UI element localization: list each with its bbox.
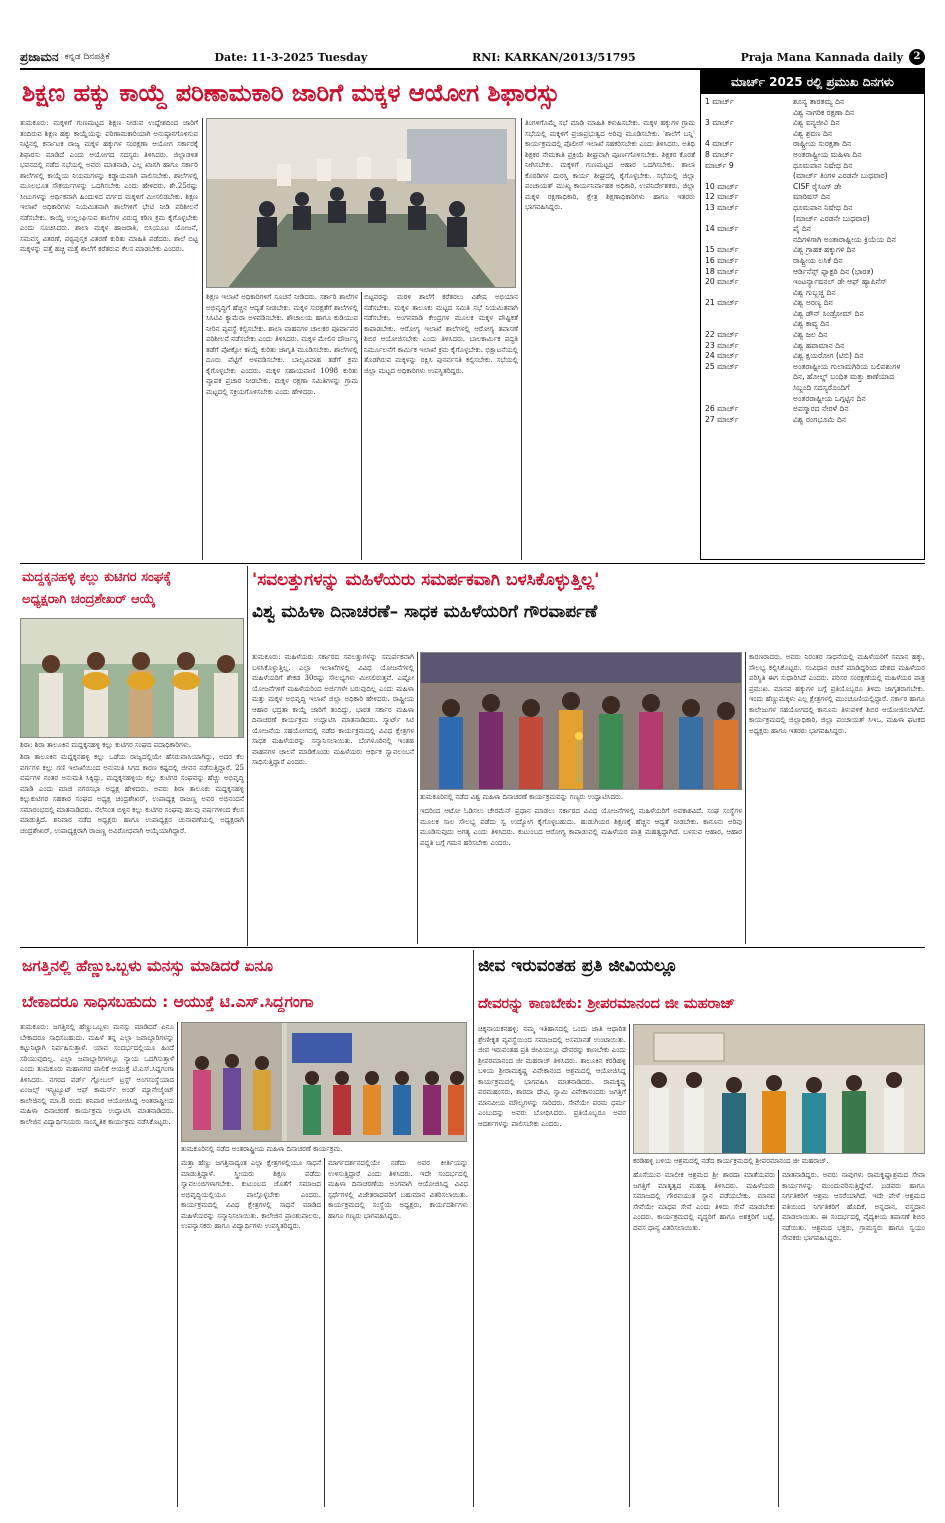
event-date: 4 ಮಾರ್ಚ್ xyxy=(705,139,734,149)
events-list xyxy=(701,94,924,428)
story2-caption: ಶಿರಾ: ಶಿರಾ ತಾಲೂಕಿನ ಮದ್ದಕ್ಕನಹಳ್ಳಿ ಕಲ್ಲು ಕುಟಿಗರ ಸಂಘದ ಪದಾಧಿಕಾರಿಗಳು. xyxy=(20,741,192,749)
story1-column-3: ಬಿಟ್ಟವರನ್ನು ಮರಳಿ ಶಾಲೆಗೆ ಕರೆತರಲು ವಿಶೇಷ ಅಭಿಯಾನ ನಡೆಸಬೇಕು. ಮಕ್ಕಳ ತಾಲೂಕು ಮಟ್ಟದ ಸಮಿತಿ ಸಭೆ ನಿಯಮಿತವಾಗಿ ನಡೆಸಬೇಕು. ಅಂಗನವಾಡಿ ಕೇಂದ್ರಗಳ ಮೂಲಕ ಮಕ್ಕಳ ಪೌಷ್ಟಿಕತೆ ಕಾಪಾಡಬೇಕು. ಆರೋಗ್ಯ ಇಲಾಖೆ ಶಾಲೆಗಳಲ್ಲಿ ಆರೋಗ್ಯ ತಪಾಸಣೆ ಶಿಬಿರ ಆಯೋಜಿಸಬೇಕು ಎಂದು ತಿಳಿಸಿದರು. ಬಾಲಕಾರ್ಮಿಕ ಪದ್ಧತಿ ನಿರ್ಮೂಲನೆಗೆ ಕಾರ್ಮಿಕ ಇಲಾಖೆ ಕ್ರಮ ಕೈಗೊಳ್ಳಬೇಕು. ಭಿಕ್ಷಾಟನೆಯಲ್ಲಿ ತೊಡಗಿರುವ ಮಕ್ಕಳನ್ನು ರಕ್ಷಿಸಿ ಪುನರ್ವಸತಿ ಕಲ್ಪಿಸಬೇಕು. ಸಭೆಯಲ್ಲಿ ಜಿಲ್ಲಾ ಮಟ್ಟದ ಅಧಿಕಾರಿಗಳು ಉಪಸ್ಥಿತರಿದ್ದರು. xyxy=(364,293,518,375)
event-name: ವಿಶ್ವ ವನ್ಯಜೀವಿ ದಿನ xyxy=(793,118,840,128)
event-name: ವಿಶ್ವ ಹವಾಮಾನ ದಿನ xyxy=(793,340,845,350)
event-date: 13 ಮಾರ್ಚ್ xyxy=(705,202,739,212)
event-name: ಧೂಮಪಾನ ನಿಷೇಧ ದಿನ xyxy=(793,160,853,170)
column-divider xyxy=(473,950,474,1507)
logo-subtext: ಕನ್ನಡ ದಿನಪತ್ರಿಕೆ xyxy=(64,52,110,62)
event-row xyxy=(705,171,920,182)
story4-column-1: ತುಮಕೂರು: ಜಗತ್ತಿನಲ್ಲಿ ಹೆಣ್ಣುಒಬ್ಬಳು ಮನಸ್ಸು ಮಾಡಿದರೆ ಏನೂ ಬೇಕಾದರೂ ಸಾಧಿಸಬಹುದು. ಮಹಿಳೆ ತನ್ನ ಎಲ್ಲಾ ಜವಾಬ್ದಾರಿಗಳನ್ನು ಕಟ್ಟುನಿಟ್ಟಾಗಿ ನಿರ್ವಹಿಸುತ್ತಾಳೆ. ಯಾವ ಸಂದರ್ಭದಲ್ಲಿಯೂ ಹಿಂದೆ ಸರಿಯುವುದಿಲ್ಲ. ಎಲ್ಲಾ ಜವಾಬ್ದಾರಿಗಳಲ್ಲೂ ನ್ಯಾಯ ಒದಗಿಸುತ್ತಾಳೆ ಎಂದು ತುಮಕೂರು ಮಹಾನಗರ ಪಾಲಿಕೆ ಆಯುಕ್ತೆ ಟಿ.ಎಸ್.ಸಿದ್ದಗಂಗಾ ತಿಳಿಸಿದರು. ನಗರದ ವರ್ಡ್ ಗ್ಲೋಬಲ್ ಟ್ರಸ್ಟ್ ಅಂಗಸಂಸ್ಥೆಯಾದ ಏಂಜಲ್ಸ್ ಇನ್ಸ್ಟಿಟ್ಯೂಟ್ ಆಫ್ ಕಾಮರ್ಸ್ ಅಂಡ್ ಮ್ಯಾನೇಜ್ಮೆಂಟ್ ಕಾಲೇಜಿನಲ್ಲಿ ಮಾ.8 ರಂದು ಶನಿವಾರ ಆಯೋಜಿಸಿದ್ದ ಅಂತರಾಷ್ಟ್ರೀಯ ಮಹಿಳಾ ದಿನಾಚರಣೆ ಕಾರ್ಯಕ್ರಮ ಉದ್ಘಾಟಿಸಿ ಮಾತನಾಡಿದರು. ಕಾಲೇಜಿನ ವಿದ್ಯಾರ್ಥಿನಿಯರು ಸಾಂಸ್ಕೃತಿಕ ಕಾರ್ಯಕ್ರಮ ನಡೆಸಿಕೊಟ್ಟರು. xyxy=(20,1023,174,1126)
event-name: ರಾಷ್ಟ್ರೀಯ ಸುರಕ್ಷತಾ ದಿನ xyxy=(793,139,852,149)
event-date xyxy=(705,319,793,330)
event-name: ನದಿಗಳಿಗಾಗಿ ಅಂತಾರಾಷ್ಟ್ರೀಯ ಕ್ರಿಯೆಯ ದಿನ xyxy=(793,234,896,244)
march-events-box xyxy=(700,70,925,560)
story3-subheadline: ವಿಶ್ವ ಮಹಿಳಾ ದಿನಾಚರಣೆ– ಸಾಧಕ ಮಹಿಳೆಯರಿಗೆ ಗೌರವಾರ್ಪಣೆ xyxy=(252,602,598,622)
story5-headline-line1: ಜೀವ ಇರುವಂತಹ ಪ್ರತಿ ಜೀವಿಯಲ್ಲೂ xyxy=(478,956,678,976)
event-row xyxy=(705,330,920,341)
issue-date: Date: 11-3-2025 Tuesday xyxy=(214,50,368,64)
story4-headline-line2: ಬೇಕಾದರೂ ಸಾಧಿಸಬಹುದು : ಆಯುಕ್ತೆ ಟಿ.ಎಸ್.ಸಿದ್ದಗಂಗಾ xyxy=(22,993,314,1011)
event-date xyxy=(705,383,793,394)
event-name: ಇಂಟರ್ನ್ಯಾಷನಲ್ ಡೇ ಆಫ್ ಹ್ಯಾಪಿನೆಸ್ xyxy=(793,277,887,287)
event-row xyxy=(705,224,920,235)
story1-photo-meeting xyxy=(206,118,516,288)
event-name: ಮಾರಿಷಸ್ ದಿನ xyxy=(793,192,831,202)
story4-photo-group xyxy=(181,1022,467,1142)
column-divider xyxy=(417,652,418,944)
event-row xyxy=(705,256,920,267)
event-date: 20 ಮಾರ್ಚ್ xyxy=(705,277,739,287)
event-row xyxy=(705,235,920,246)
event-row xyxy=(705,415,920,426)
event-date: 15 ಮಾರ್ಚ್ xyxy=(705,245,739,255)
event-name: ವಿಶ್ವ ಗ್ರಾಹಕ ಹಕ್ಕುಗಳ ದಿನ xyxy=(793,245,856,255)
event-date xyxy=(705,108,793,119)
event-date xyxy=(705,129,793,140)
event-date: 16 ಮಾರ್ಚ್ xyxy=(705,255,739,265)
event-date xyxy=(705,171,793,182)
event-name: ವಿಶ್ವ ಅರಣ್ಯ ದಿನ xyxy=(793,298,833,308)
story3-column-2: ಇದರಿಂದ ಆಟೋ ಓಡಿಸಲು ಚೇರಮೆನ್ ಪ್ರಧಾನ ಮಾಡಲು ಸರ್ಕಾರದ ವಿವಿಧ ಯೋಜನೆಗಳಲ್ಲಿ ಮಹಿಳೆಯರಿಗೆ ಅವಕಾಶವಿದೆ. ಸಂಘ ಸಂಸ್ಥೆಗಳ ಮೂಲಕ ಸಾಲ ಸೌಲಭ್ಯ ಪಡೆದು ಸ್ವ ಉದ್ಯೋಗ ಕೈಗೊಳ್ಳಬಹುದು. ಹುಡುಗಿಯರ ಶಿಕ್ಷಣಕ್ಕೆ ಹೆಚ್ಚಿನ ಆದ್ಯತೆ ನೀಡಬೇಕು. ಕಾನೂನು ಅರಿವು ಮೂಡಿಸುವುದು ಅಗತ್ಯ ಎಂದು ತಿಳಿಸಿದರು. ಕುಟುಂಬದ ಆರೋಗ್ಯ ಕಾಪಾಡುವಲ್ಲಿ ಮಹಿಳೆಯರ ಪಾತ್ರ ಮಹತ್ವದ್ದಾಗಿದೆ. ಬಳಸುವ ಆಹಾರ, ಆಹಾರ ಪದ್ಧತಿ ಬಗ್ಗೆ ಗಮನ ಹರಿಸಬೇಕು ಎಂದರು. xyxy=(420,807,742,847)
event-name: ವಿಶ್ವ ರಂಗಭೂಮಿ ದಿನ xyxy=(793,414,847,424)
paper-name: Praja Mana Kannada daily xyxy=(740,50,903,64)
event-row xyxy=(705,203,920,214)
event-row xyxy=(705,97,920,108)
section-rule xyxy=(20,563,925,564)
event-name: ವಿಶ್ವ ಜಲ ದಿನ xyxy=(793,330,828,340)
section-rule xyxy=(20,947,925,948)
event-name: ಪೈ ದಿನ xyxy=(793,224,811,234)
lamp-lighting-photo-image xyxy=(421,653,742,790)
column-divider xyxy=(745,652,746,944)
story2-body: ಶಿರಾ ತಾಲೂಕಿನ ಮದ್ದಕ್ಕನಹಳ್ಳಿ ಕಲ್ಲು ಒಡೆಯ ರಾಜ್ಯದಲ್ಲಿಯೇ ಹೆಸರುವಾಸಿಯಾಗಿದ್ದು, ಅದರ ಕೆಲ ವರ್ಗಗಳ ಕಲ್ಲು ಗಣಿ ಇಲಾಖೆಯಿಂದ ಅನುಮತಿ ಸಿಗದ ಕಾರಣ ಕಷ್ಟದಲ್ಲಿ ಜೀವನ ನಡೆಸುತ್ತಿದ್ದಾರೆ. 25 ವರ್ಷಗಳ ನಂತರ ಅನುಮತಿ ಸಿಕ್ಕಿದ್ದು, ಮದ್ದಕ್ಕನಹಳ್ಳಿಯ ಕಲ್ಲು ಕುಟಿಗರ ಸಂಘವನ್ನು ಹೆಚ್ಚು ಅಭಿವೃದ್ಧಿ ಮಾಡಿ ಎಂದು ಮಾಜಿ ನಗರಸಭಾ ಅಧ್ಯಕ್ಷ ಹೇಳಿದರು. ಅವರು ಶಿರಾ ತಾಲೂಕು ಮದ್ದಕ್ಕನಹಳ್ಳಿ ಕಲ್ಲುಕುಟಿಗರ ಸಹಕಾರ ಸಂಘದ ಅಧ್ಯಕ್ಷ ಚಂದ್ರಶೇಖರ್, ಉಪಾಧ್ಯಕ್ಷ ರಾಜಣ್ಣ ಅವರ ಅಭಿನಂದನೆ ಸಮಾರಂಭದಲ್ಲಿ ಮಾತನಾಡಿದರು. ನೆಲೆನಿಂತ ಬಿಳ್ಳಿನ ಕಲ್ಲು ಕುಟಿಗರ ಸಂಘವು ಹಲವು ವರ್ಷಗಳಿಂದ ಕೆಲಸ ಮಾಡುತ್ತಿದೆ. ಶನಿವಾರ ನಡೆದ ಅಧ್ಯಕ್ಷರು ಹಾಗೂ ಉಪಾಧ್ಯಕ್ಷರ ಚುನಾವಣೆಯಲ್ಲಿ ಅಧ್ಯಕ್ಷರಾಗಿ ಚಂದ್ರಶೇಖರ್, ಉಪಾಧ್ಯಕ್ಷರಾಗಿ ರಾಜಣ್ಣ ಅವಿರೋಧವಾಗಿ ಆಯ್ಕೆಯಾಗಿದ್ದಾರೆ. xyxy=(20,753,244,835)
felicitation-photo-image xyxy=(21,619,244,738)
event-date xyxy=(705,235,793,246)
event-row xyxy=(705,341,920,352)
story4-caption: ತುಮಕೂರಿನಲ್ಲಿ ನಡೆದ ಅಂತರಾಷ್ಟ್ರೀಯ ಮಹಿಳಾ ದಿನಾಚರಣೆ ಕಾರ್ಯಕ್ರಮ. xyxy=(181,1145,343,1153)
event-date xyxy=(705,288,793,299)
story4-column-2: ಮತ್ತಾ ಹೆಣ್ಣು ಜಗತ್ತಿನಾದ್ಯಂತ ಎಲ್ಲಾ ಕ್ಷೇತ್ರಗಳಲ್ಲಿಯೂ ಸಾಧನೆ ಮಾಡುತ್ತಿದ್ದಾಳೆ. ಸ್ತ್ರೀಯರು ಶಿಕ್ಷಣ ಪಡೆದು ಸ್ವಾವಲಂಬಿಗಳಾಗಬೇಕು. ಕುಟುಂಬದ ಜೊತೆಗೆ ಸಮಾಜದ ಅಭಿವೃದ್ಧಿಯಲ್ಲಿಯೂ ಪಾಲ್ಗೊಳ್ಳಬೇಕು ಎಂದರು. ಕಾರ್ಯಕ್ರಮದಲ್ಲಿ ವಿವಿಧ ಕ್ಷೇತ್ರಗಳಲ್ಲಿ ಸಾಧನೆ ಮಾಡಿದ ಮಹಿಳೆಯರನ್ನು ಸನ್ಮಾನಿಸಲಾಯಿತು. ಕಾಲೇಜಿನ ಪ್ರಾಂಶುಪಾಲರು, ಉಪನ್ಯಾಸಕರು ಹಾಗೂ ವಿದ್ಯಾರ್ಥಿಗಳು ಉಪಸ್ಥಿತರಿದ್ದರು. xyxy=(181,1159,321,1230)
column-divider xyxy=(247,566,248,946)
story3-photo-lamp-lighting xyxy=(420,652,742,790)
event-name: ಶೂನ್ಯ ತಾರತಮ್ಯ ದಿನ xyxy=(793,97,845,106)
event-row xyxy=(705,192,920,203)
story5-column-2: ಹೊಸೆಯುವ ಮಾಲೀಕ ಆಶ್ರಮದ ಶ್ರೀ ಶಾರದಾ ಮಾತೆಯವರು ಜಗತ್ತಿಗೆ ಮಾತೃತ್ವದ ಮಹತ್ವ ತಿಳಿಸಿದರು. ಮಹಿಳೆಯರು ಸಮಾಜದಲ್ಲಿ ಗೌರವಯುತ ಸ್ಥಾನ ಪಡೆಯಬೇಕು. ಮಾನವ ಸೇವೆಯೇ ಮಾಧವ ಸೇವೆ ಎಂದು ತಿಳಿದು ಸೇವೆ ಮಾಡಬೇಕು ಎಂದರು. ಕಾರ್ಯಕ್ರಮದಲ್ಲಿ ವೃದ್ಧರಿಗೆ ಹಾಗೂ ಅಶಕ್ತರಿಗೆ ಬಟ್ಟೆ, ದವಸ ಧಾನ್ಯ ವಿತರಿಸಲಾಯಿತು. xyxy=(633,1171,775,1232)
meeting-photo-image xyxy=(207,119,516,288)
event-date: 12 ಮಾರ್ಚ್ xyxy=(705,192,739,202)
event-row xyxy=(705,214,920,225)
event-date: ಮಾರ್ಚ್ 9 xyxy=(705,160,734,170)
event-row xyxy=(705,267,920,278)
event-name: ವಿಶ್ವ ಡೌನ್ ಸಿಂಡ್ರೋಮ್ ದಿನ xyxy=(793,308,864,318)
column-divider xyxy=(177,1022,178,1507)
events-box-title: ಮಾರ್ಚ್ 2025 ರಲ್ಲಿ ಪ್ರಮುಖ ದಿನಗಳು xyxy=(701,71,924,94)
event-name: ಅಂತರಾಷ್ಟ್ರೀಯ ಗುಲಾಮಗಿರಿಯ ಬಲಿಪಶುಗಳ xyxy=(793,361,901,371)
logo-text: ಪ್ರಜಾಮನ xyxy=(20,49,59,64)
story5-column-3: ಮಾತನಾಡಿದ್ದರು. ಅವರು ನಾವುಗಳು ರಾಮಕೃಷ್ಣಾಶ್ರಮದ ಸೇವಾ ಕಾರ್ಯಗಳನ್ನು ಮುಂದುವರಿಸುತ್ತಿದ್ದೇವೆ. ಬಡವರು ಹಾಗೂ ನಿರ್ಗತಿಕರಿಗೆ ಆಶ್ರಮ ಆಸರೆಯಾಗಿದೆ. ಇದೇ ವೇಳೆ ಆಶ್ರಮದ ವತಿಯಿಂದ ನಿರ್ಗತಿಕರಿಗೆ ಹೊದಿಕೆ, ಅನ್ನದಾನ, ವಸ್ತ್ರದಾನ ಮಾಡಲಾಯಿತು. ಈ ಸಂದರ್ಭದಲ್ಲಿ ವೈದ್ಯಕೀಯ ತಪಾಸಣೆ ಶಿಬಿರ ನಡೆಯಿತು. ಆಶ್ರಮದ ಭಕ್ತರು, ಗ್ರಾಮಸ್ಥರು ಹಾಗೂ ಸ್ವಯಂ ಸೇವಕರು ಭಾಗವಹಿಸಿದ್ದರು. xyxy=(782,1171,925,1242)
column-divider xyxy=(202,118,203,560)
event-name: ಅಂತರರಾಷ್ಟ್ರೀಯ ಒಗ್ಗಟ್ಟಿನ ದಿನ xyxy=(793,393,866,403)
event-name: ದಿನ, ಹೋಲ್ಡ್ ಬಂಧಿತ ಮತ್ತು ಕಾಣೆಯಾದ xyxy=(793,372,895,382)
event-date: 23 ಮಾರ್ಚ್ xyxy=(705,340,739,350)
event-date: 10 ಮಾರ್ಚ್ xyxy=(705,181,739,191)
event-row xyxy=(705,277,920,288)
ashram-photo-image xyxy=(634,1025,925,1154)
event-row xyxy=(705,319,920,330)
story5-column-1: ಚಿಕ್ಕನಾಯಕನಹಳ್ಳಿ: ನಮ್ಮ ಇತಿಹಾಸದಲ್ಲಿ ಒಂದು ಜಾತಿ ಆಧಾರಿತ ಶ್ರೇಣೀಕೃತ ವ್ಯವಸ್ಥೆಯಿಂದ ಸಮಾಜದಲ್ಲಿ ಅಸಮಾನತೆ ಉಂಟಾಯಿತು. ಜೀವ ಇರುವಂತಹ ಪ್ರತಿ ಜೀವಿಯಲ್ಲೂ ದೇವರನ್ನು ಕಾಣಬೇಕು ಎಂದು ಶ್ರೀಪರಮಾನಂದ ಜೀ ಮಹರಾಜ್ ತಿಳಿಸಿದರು. ತಾಲೂಕಿನ ಕರಡಿಹಳ್ಳಿ ಬಳಿಯ ಶ್ರೀರಾಮಕೃಷ್ಣ ವಿವೇಕಾನಂದ ಆಶ್ರಮದಲ್ಲಿ ಆಯೋಜಿಸಿದ್ದ ಕಾರ್ಯಕ್ರಮದಲ್ಲಿ ಭಾಗವಹಿಸಿ ಮಾತನಾಡಿದರು. ರಾಮಕೃಷ್ಣ ಪರಮಹಂಸರು, ಶಾರದಾ ದೇವಿ, ಸ್ವಾಮಿ ವಿವೇಕಾನಂದರು ಜಗತ್ತಿಗೆ ಮಾನವೀಯ ಮೌಲ್ಯಗಳನ್ನು ಸಾರಿದರು. ಸೇವೆಯೇ ಪರಮ ಧರ್ಮ ಎಂಬುದನ್ನು ಅವರು ಬೋಧಿಸಿದರು. ಪ್ರತಿಯೊಬ್ಬರೂ ಅವರ ಆದರ್ಶಗಳನ್ನು ಪಾಲಿಸಬೇಕು ಎಂದರು. xyxy=(478,1025,626,1128)
event-date: 27 ಮಾರ್ಚ್ xyxy=(705,414,739,424)
column-divider xyxy=(361,292,362,560)
event-row xyxy=(705,139,920,150)
event-date: 14 ಮಾರ್ಚ್ xyxy=(705,224,739,234)
event-row xyxy=(705,288,920,299)
event-row xyxy=(705,150,920,161)
story3-column-3: ಕಾರಣರಾದರು. ಅವರು ನಿರಂತರ ಸಾಧನೆಯಲ್ಲಿ ಮಹಿಳೆಯರಿಗೆ ಸಮಾನ ಹಕ್ಕು, ಸೌಲಭ್ಯ ಕಲ್ಪಿಸಿಕೊಟ್ಟರು. ಸಂವಿಧಾನ ರಚನೆ ಮಾಡಿದ್ದರಿಂದ ದೇಶದ ಮಹಿಳೆಯರ ಪರಿಸ್ಥಿತಿ ಈಗ ಸುಧಾರಿಸಿದೆ ಎಂದರು. ಪರಿಸರ ಸಂರಕ್ಷಣೆಯಲ್ಲಿ ಮಹಿಳೆಯರ ಪಾತ್ರ ಪ್ರಮುಖ. ಮಾನವ ಹಕ್ಕುಗಳ ಬಗ್ಗೆ ಪ್ರತಿಯೊಬ್ಬರೂ ತಿಳಿದು ಜಾಗೃತರಾಗಬೇಕು. ಇಂದು ಹೆಣ್ಣುಮಕ್ಕಳು ಎಲ್ಲ ಕ್ಷೇತ್ರಗಳಲ್ಲಿ ಮುಂಚೂಣಿಯಲ್ಲಿದ್ದಾರೆ. ಸರ್ಕಾರ ಹಾಗೂ ಕಾಲೇಜುಗಳ ಸಹಯೋಗದಲ್ಲಿ ಕಾನೂನು ತಿಳುವಳಿಕೆ ಶಿಬಿರ ಆಯೋಜಿಸಲಾಗಿದೆ. ಕಾರ್ಯಕ್ರಮದಲ್ಲಿ ಜಿಲ್ಲಾಧಿಕಾರಿ, ಜಿಲ್ಲಾ ಪಂಚಾಯತ್ ಸಿಇಒ, ಮಹಿಳಾ ಘಟಕದ ಅಧ್ಯಕ್ಷರು ಹಾಗೂ ಇತರರು ಭಾಗವಹಿಸಿದ್ದರು. xyxy=(749,653,925,735)
event-date xyxy=(705,214,793,225)
event-row xyxy=(705,118,920,129)
story5-headline-line2: ದೇವರನ್ನು ಕಾಣಬೇಕು: ಶ್ರೀಪರಮಾನಂದ ಜೀ ಮಹರಾಜ್ xyxy=(478,996,735,1012)
event-row xyxy=(705,372,920,383)
event-row xyxy=(705,394,920,405)
event-date xyxy=(705,372,793,383)
story2-headline-line1: ಮದ್ದಕ್ಕನಹಳ್ಳಿ ಕಲ್ಲು ಕುಟಿಗರ ಸಂಘಕ್ಕೆ xyxy=(22,570,172,585)
event-name: CISF ರೈಸಿಂಗ್ ಡೇ xyxy=(793,181,842,191)
event-name: ವಿಶ್ವ ಗುಬ್ಬಚ್ಚಿ ದಿನ xyxy=(793,287,836,297)
event-date: 21 ಮಾರ್ಚ್ xyxy=(705,298,739,308)
story3-caption: ತುಮಕೂರಿನಲ್ಲಿ ನಡೆದ ವಿಶ್ವ ಮಹಿಳಾ ದಿನಾಚರಣೆ ಕಾರ್ಯಕ್ರಮವನ್ನು ಗಣ್ಯರು ಉದ್ಘಾಟಿಸಿದರು. xyxy=(420,793,624,801)
event-row xyxy=(705,309,920,320)
event-row xyxy=(705,362,920,373)
story3-headline: 'ಸವಲತ್ತುಗಳನ್ನು ಮಹಿಳೆಯರು ಸಮರ್ಪಕವಾಗಿ ಬಳಸಿಕೊಳ್ಳುತ್ತಿಲ್ಲ' xyxy=(252,570,600,590)
event-name: ವಿಶ್ವ ಕ್ಷಯರೋಗ (ಟಿಬಿ) ದಿನ xyxy=(793,351,864,361)
event-date: 8 ಮಾರ್ಚ್ xyxy=(705,149,734,159)
story2-headline-line2: ಅಧ್ಯಕ್ಷರಾಗಿ ಚಂದ್ರಶೇಖರ್ ಆಯ್ಕೆ xyxy=(22,592,156,607)
event-name: ಆರ್ಡಿನೆನ್ಸ್ ಫ್ಯಾಕ್ಟರಿ ದಿನ (ಭಾರತ) xyxy=(793,266,874,276)
event-date xyxy=(705,394,793,405)
event-row xyxy=(705,245,920,256)
event-date: 25 ಮಾರ್ಚ್ xyxy=(705,361,739,371)
event-row xyxy=(705,182,920,193)
story5-photo-ashram xyxy=(633,1024,925,1154)
story5-caption: ಕರಡಿಹಳ್ಳಿ ಬಳಿಯ ಆಶ್ರಮದಲ್ಲಿ ನಡೆದ ಕಾರ್ಯಕ್ರಮದಲ್ಲಿ ಶ್ರೀಪರಮಾನಂದ ಜೀ ಮಹರಾಜ್. xyxy=(633,1157,829,1165)
story1-headline: ಶಿಕ್ಷಣ ಹಕ್ಕು ಕಾಯ್ದೆ ಪರಿಣಾಮಕಾರಿ ಜಾರಿಗೆ ಮಕ್ಕಳ ಆಯೋಗ ಶಿಫಾರಸ್ಸು xyxy=(22,79,560,107)
page-number: 2 xyxy=(909,49,925,65)
story1-column-4: ತಿಂಗಳಿಗೊಮ್ಮೆ ಸಭೆ ಮಾಡಿ ಮಾಹಿತಿ ಕಳುಹಿಸಬೇಕು. ಮಕ್ಕಳ ಹಕ್ಕುಗಳ ಗ್ರಾಮ ಸಭೆಯಲ್ಲಿ ಮಕ್ಕಳಿಗೆ ಪ್ರಜಾಪ್ರಭುತ್ವದ ಅರಿವು ಮೂಡಿಸಬೇಕು. 'ಶಾಲೆಗೆ ಬನ್ನಿ' ಕಾರ್ಯಕ್ರಮದಲ್ಲಿ ಪೊಲೀಸ್ ಇಲಾಖೆ ಸಹಕರಿಸಬೇಕು ಎಂದು ತಿಳಿಸಿದರು. ಅತಿಥಿ ಶಿಕ್ಷಕರ ನೇಮಕಾತಿ ಪ್ರಕ್ರಿಯೆ ಶೀಘ್ರವಾಗಿ ಪೂರ್ಣಗೊಳಿಸಬೇಕು. ಶಿಕ್ಷಕರ ಕೊರತೆ ನೀಗಿಸಬೇಕು. ಮಕ್ಕಳಿಗೆ ಗುಣಮಟ್ಟದ ಆಹಾರ ಒದಗಿಸಬೇಕು. ಶಾಲಾ ಕೊಠಡಿಗಳ ದುರಸ್ತಿ ಕಾರ್ಯ ಶೀಘ್ರದಲ್ಲಿ ಕೈಗೊಳ್ಳಬೇಕು. ಸಭೆಯಲ್ಲಿ ಜಿಲ್ಲಾ ಪಂಚಾಯತ್ ಮುಖ್ಯ ಕಾರ್ಯನಿರ್ವಾಹಕ ಅಧಿಕಾರಿ, ಉಪನಿರ್ದೇಶಕರು, ಜಿಲ್ಲಾ ಮಕ್ಕಳ ರಕ್ಷಣಾಧಿಕಾರಿ, ಕ್ಷೇತ್ರ ಶಿಕ್ಷಣಾಧಿಕಾರಿಗಳು ಹಾಗೂ ಇತರರು ಭಾಗವಹಿಸಿದ್ದರು. xyxy=(525,119,695,211)
event-row xyxy=(705,298,920,309)
event-row xyxy=(705,383,920,394)
group-photo-image xyxy=(182,1023,467,1142)
story1-column-2: ಶಿಕ್ಷಣ ಇಲಾಖೆ ಅಧಿಕಾರಿಗಳಿಗೆ ಸೂಚನೆ ನೀಡಿದರು. ಸರ್ಕಾರಿ ಶಾಲೆಗಳ ಅಭಿವೃದ್ಧಿಗೆ ಹೆಚ್ಚಿನ ಆದ್ಯತೆ ನೀಡಬೇಕು. ಮಕ್ಕಳ ಸುರಕ್ಷತೆಗೆ ಶಾಲೆಗಳಲ್ಲಿ ಸಿಸಿಟಿವಿ ಕ್ಯಾಮೆರಾ ಅಳವಡಿಸಬೇಕು. ಶೌಚಾಲಯ ಹಾಗೂ ಕುಡಿಯುವ ನೀರಿನ ವ್ಯವಸ್ಥೆ ಕಲ್ಪಿಸಬೇಕು. ಶಾಲಾ ವಾಹನಗಳ ಚಾಲಕರ ಪೂರ್ವಾಪರ ಪರಿಶೀಲನೆ ನಡೆಸಬೇಕು ಎಂದು ತಿಳಿಸಿದರು. ಮಕ್ಕಳ ಮೇಲಿನ ದೌರ್ಜನ್ಯ ತಡೆಗೆ ಪೋಕ್ಸೋ ಕಾಯ್ದೆ ಕುರಿತು ಜಾಗೃತಿ ಮೂಡಿಸಬೇಕು. ಶಾಲೆಗಳಲ್ಲಿ ದೂರು ಪೆಟ್ಟಿಗೆ ಅಳವಡಿಸಬೇಕು. ಬಾಲ್ಯವಿವಾಹ ತಡೆಗೆ ಕ್ರಮ ಕೈಗೊಳ್ಳಬೇಕು ಎಂದರು. ಮಕ್ಕಳ ಸಹಾಯವಾಣಿ 1098 ಕುರಿತು ವ್ಯಾಪಕ ಪ್ರಚಾರ ನೀಡಬೇಕು. ಮಕ್ಕಳ ರಕ್ಷಣಾ ಸಮಿತಿಗಳನ್ನು ಗ್ರಾಮ ಮಟ್ಟದಲ್ಲಿ ಸಕ್ರಿಯಗೊಳಿಸಬೇಕು ಎಂದು ಹೇಳಿದರು. xyxy=(206,293,358,396)
event-date: 3 ಮಾರ್ಚ್ xyxy=(705,118,734,128)
column-divider xyxy=(521,118,522,560)
event-name: ವಿಶ್ವ ಶ್ರವಣ ದಿನ xyxy=(793,128,833,138)
event-row xyxy=(705,404,920,415)
event-date: 22 ಮಾರ್ಚ್ xyxy=(705,330,739,340)
column-divider xyxy=(629,1024,630,1507)
event-date: 1 ಮಾರ್ಚ್ xyxy=(705,97,734,106)
event-row xyxy=(705,108,920,119)
story4-column-3: ಮಾರ್ಗದರ್ಶನದಲ್ಲಿಯೇ ನಡೆದು ಅವರ ಕೀರ್ತಿಯನ್ನು ಉಳಿಸುತ್ತಿದ್ದಾರೆ ಎಂದು ತಿಳಿಸಿದರು. ಇದೇ ಸಂದರ್ಭದಲ್ಲಿ ಮಹಿಳಾ ದಿನಾಚರಣೆಯ ಅಂಗವಾಗಿ ಆಯೋಜಿಸಿದ್ದ ವಿವಿಧ ಸ್ಪರ್ಧೆಗಳಲ್ಲಿ ವಿಜೇತರಾದವರಿಗೆ ಬಹುಮಾನ ವಿತರಿಸಲಾಯಿತು. ಕಾರ್ಯಕ್ರಮದಲ್ಲಿ ಸಂಸ್ಥೆಯ ಅಧ್ಯಕ್ಷರು, ಕಾರ್ಯದರ್ಶಿಗಳು ಹಾಗೂ ಗಣ್ಯರು ಭಾಗವಹಿಸಿದ್ದರು. xyxy=(328,1159,468,1220)
story1-column-1: ತುಮಕೂರು: ಮಕ್ಕಳಿಗೆ ಗುಣಮಟ್ಟದ ಶಿಕ್ಷಣ ನೀಡುವ ಉದ್ದೇಶದಿಂದ ಜಾರಿಗೆ ತಂದಿರುವ ಶಿಕ್ಷಣ ಹಕ್ಕು ಕಾಯ್ದೆಯನ್ನು ಪರಿಣಾಮಕಾರಿಯಾಗಿ ಅನುಷ್ಠಾನಗೊಳಿಸುವ ನಿಟ್ಟಿನಲ್ಲಿ ಕರ್ನಾಟಕ ರಾಜ್ಯ ಮಕ್ಕಳ ಹಕ್ಕುಗಳ ಸಂರಕ್ಷಣಾ ಆಯೋಗ ಸರ್ಕಾರಕ್ಕೆ ಶಿಫಾರಸು ಮಾಡಿದೆ ಎಂದು ಆಯೋಗದ ಸದಸ್ಯರು ತಿಳಿಸಿದರು. ಜಿಲ್ಲಾಡಳಿತ ಭವನದಲ್ಲಿ ನಡೆದ ಸಭೆಯಲ್ಲಿ ಅವರು ಮಾತನಾಡಿ, ಎಲ್ಲ ಖಾಸಗಿ ಹಾಗೂ ಸರ್ಕಾರಿ ಶಾಲೆಗಳಲ್ಲಿ ಕಾಯ್ದೆಯ ನಿಯಮಗಳನ್ನು ಕಡ್ಡಾಯವಾಗಿ ಪಾಲಿಸಬೇಕು. ಶಾಲೆಗಳಲ್ಲಿ ಮೂಲಭೂತ ಸೌಕರ್ಯಗಳನ್ನು ಒದಗಿಸಬೇಕು ಎಂದು ಹೇಳಿದರು. ಶೇ.25ರಷ್ಟು ಸೀಟುಗಳನ್ನು ಆರ್ಥಿಕವಾಗಿ ಹಿಂದುಳಿದ ವರ್ಗದ ಮಕ್ಕಳಿಗೆ ಮೀಸಲಿಡಬೇಕು. ಶಿಕ್ಷಣ ಇಲಾಖೆ ಅಧಿಕಾರಿಗಳು ನಿಯಮಿತವಾಗಿ ಶಾಲೆಗಳಿಗೆ ಭೇಟಿ ನೀಡಿ ಪರಿಶೀಲನೆ ನಡೆಸಬೇಕು. ಕಾಯ್ದೆ ಉಲ್ಲಂಘಿಸುವ ಶಾಲೆಗಳ ವಿರುದ್ಧ ಕಠಿಣ ಕ್ರಮ ಕೈಗೊಳ್ಳಬೇಕು ಎಂದು ಸೂಚಿಸಿದರು. ಶಾಲಾ ಮಕ್ಕಳ ಹಾಜರಾತಿ, ಬಿಸಿಯೂಟ ಯೋಜನೆ, ಸಮವಸ್ತ್ರ ವಿತರಣೆ, ಪಠ್ಯಪುಸ್ತಕ ವಿತರಣೆ ಕುರಿತು ಮಾಹಿತಿ ಪಡೆದರು. ಶಾಲೆ ಬಿಟ್ಟ ಮಕ್ಕಳನ್ನು ಪತ್ತೆ ಹಚ್ಚಿ ಮತ್ತೆ ಶಾಲೆಗೆ ಕರೆತರುವ ಕೆಲಸ ಮಾಡಬೇಕು ಎಂದರು. xyxy=(20,119,198,253)
story2-photo-felicitation xyxy=(20,618,244,738)
event-name: ಧೂಮಪಾನ ನಿಷೇಧ ದಿನ xyxy=(793,202,853,212)
event-row xyxy=(705,129,920,140)
event-name: ಅಪಸ್ಮಾರದ ನೇರಳೆ ದಿನ xyxy=(793,404,849,414)
event-date xyxy=(705,309,793,320)
event-date: 18 ಮಾರ್ಚ್ xyxy=(705,266,739,276)
masthead-logo xyxy=(20,50,110,65)
rni-number: RNI: KARKAN/2013/51795 xyxy=(472,50,636,64)
event-name: (ಮಾರ್ಚ್ ಎರಡನೇ ಬುಧವಾರ) xyxy=(793,213,870,223)
event-name: ವಿಶ್ವ ನಾಗರಿಕ ರಕ್ಷಣಾ ದಿನ xyxy=(793,107,855,117)
event-name: (ಮಾರ್ಚ್ ತಿಂಗಳ ಎರಡನೇ ಬುಧವಾರ) xyxy=(793,171,888,181)
event-name: ವಿಶ್ವ ಕಾವ್ಯ ದಿನ xyxy=(793,319,830,329)
column-divider xyxy=(324,1158,325,1507)
event-name: ಅಂತರಾಷ್ಟ್ರೀಯ ಮಹಿಳಾ ದಿನ xyxy=(793,149,862,159)
story3-column-1: ತುಮಕೂರು: ಮಹಿಳೆಯರು ಸರ್ಕಾರದ ಸವಲತ್ತುಗಳನ್ನು ಸಮರ್ಪಕವಾಗಿ ಬಳಸಿಕೊಳ್ಳುತ್ತಿಲ್ಲ. ಎಲ್ಲಾ ಇಲಾಖೆಗಳಲ್ಲಿ ವಿವಿಧ ಯೋಜನೆಗಳಲ್ಲಿ ಮಹಿಳೆಯರಿಗೆ ಶೇಕಡ 30ರಷ್ಟು ಸೌಲಭ್ಯಗಳು ಮೀಸಲಿರುತ್ತವೆ. ಎಷ್ಟೋ ಯೋಜನೆಗಳಿಗೆ ಮಹಿಳೆಯರಿಂದ ಅರ್ಜಿಗಳೇ ಬರುವುದಿಲ್ಲ ಎಂದು ಮಹಿಳಾ ಮತ್ತು ಮಕ್ಕಳ ಅಭಿವೃದ್ಧಿ ಇಲಾಖೆ ಜಿಲ್ಲಾ ಅಧಿಕಾರಿ ಹೇಳಿದರು. ರಾಷ್ಟ್ರೀಯ ಆಹಾರ ಭದ್ರತಾ ಕಾಯ್ದೆ ಜಾರಿಗೆ ತಂದಿದ್ದು, ಭಾರತ ಸರ್ಕಾರ ಮಹಿಳಾ ದಿನಾಚರಣೆ ಕಾರ್ಯಕ್ರಮ ಉದ್ಘಾಟಿಸಿ ಮಾತನಾಡಿದರು. ಸ್ಮಾರ್ಟ್ ಸಿಟಿ ಯೋಜನೆಯ ಸಹಯೋಗದಲ್ಲಿ ನಡೆದ ಕಾರ್ಯಕ್ರಮದಲ್ಲಿ ವಿವಿಧ ಕ್ಷೇತ್ರಗಳ ಸಾಧಕ ಮಹಿಳೆಯರನ್ನು ಸನ್ಮಾನಿಸಲಾಯಿತು. ಬೆಂಗಳೂರಿನಲ್ಲಿ ಇಂತಹ ವಾಹನಗಳ ಚಾಲನೆ ಮಾಡಿಕೊಂಡು ಮಹಿಳೆಯರು ಆರ್ಥಿಕ ಸ್ವಾವಲಂಬನೆ ಸಾಧಿಸುತ್ತಿದ್ದಾರೆ ಎಂದರು. xyxy=(252,653,414,766)
event-name: ಸಿಬ್ಬಂದಿ ಸದಸ್ಯರೊಂದಿಗೆ xyxy=(793,383,850,393)
masthead xyxy=(20,46,925,68)
event-name: ರಾಷ್ಟ್ರೀಯ ಲಸಿಕೆ ದಿನ xyxy=(793,255,843,265)
event-row xyxy=(705,351,920,362)
event-row xyxy=(705,161,920,172)
event-date: 26 ಮಾರ್ಚ್ xyxy=(705,404,739,414)
column-divider xyxy=(778,1170,779,1507)
event-date: 24 ಮಾರ್ಚ್ xyxy=(705,351,739,361)
story4-headline-line1: ಜಗತ್ತಿನಲ್ಲಿ ಹೆಣ್ಣುಒಬ್ಬಳು ಮನಸ್ಸು ಮಾಡಿದರೆ ಏನೂ xyxy=(22,957,274,975)
